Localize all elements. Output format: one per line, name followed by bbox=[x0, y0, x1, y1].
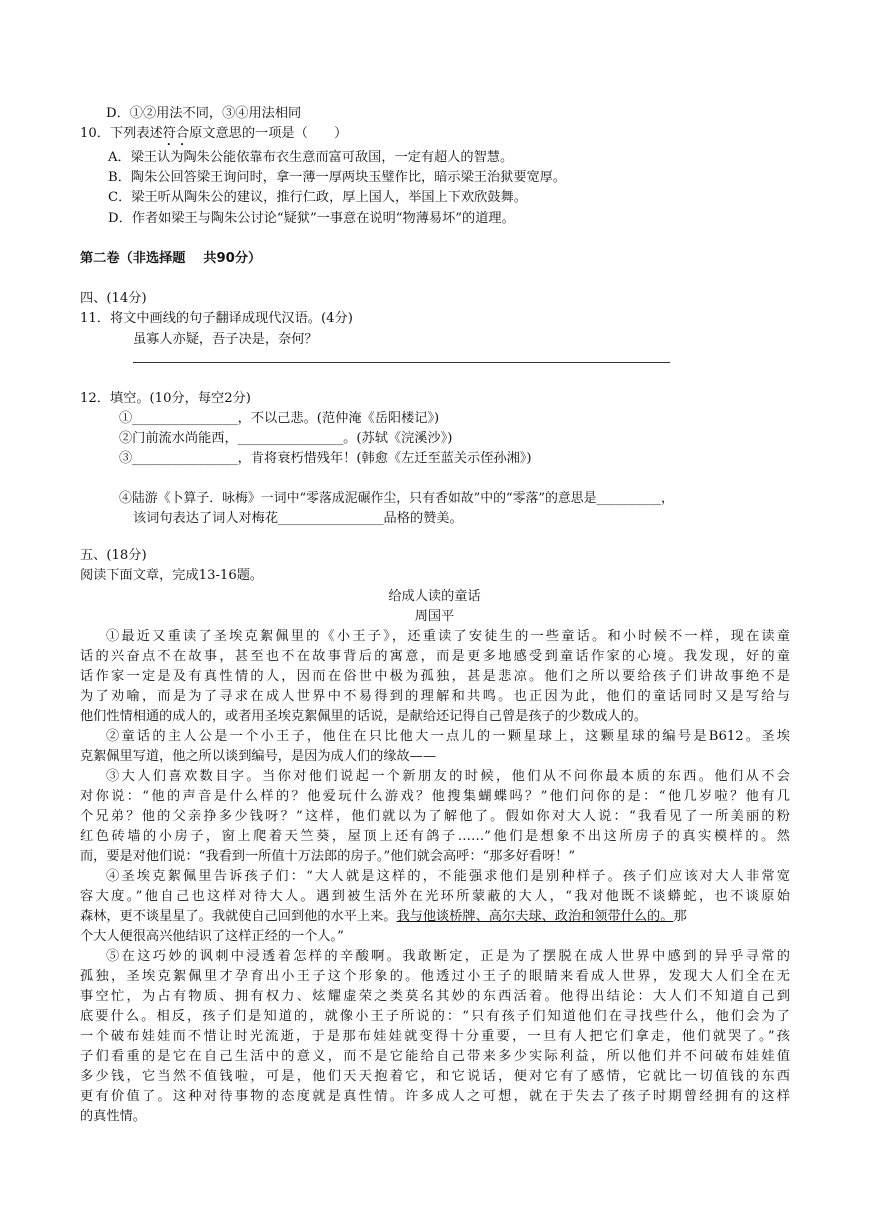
q11-sentence: 虽寡人亦疑，吾子决是，奈何？ bbox=[133, 332, 318, 347]
paragraph-5-line-7: 多少钱，它当然不值钱啦，可是，他们天天抱着它，和它说话，便对它有了感情，它就比一切值钱的东西 bbox=[80, 1069, 790, 1084]
part2-title: 第二卷（非选择题 共90分） bbox=[80, 251, 262, 266]
paragraph-1-line-2: 话的兴奋点不在故事，甚至也不在故事背后的寓意，而是更多地感受到童话作家的心境。我发现，好的童 bbox=[80, 649, 790, 664]
paragraph-3-line-5: 而，要是对他们说：“我看到一所值十万法郎的房子。”他们就会高呼：“那多好看呀！” bbox=[80, 849, 576, 864]
paragraph-3-line-2: 对你说：“他的声音是什么样的？他爱玩什么游戏？他搜集蝴蝶吗？”他们问你的是：“他几岁啦？他有几 bbox=[80, 789, 790, 804]
q11-answer-line[interactable] bbox=[133, 362, 670, 363]
section5-header: 五、(18分) bbox=[80, 548, 147, 563]
underlined-sentence: 我与他谈桥牌、高尔夫球、政治和领带什么的。 bbox=[396, 909, 674, 924]
section5-instruction: 阅读下面文章，完成13-16题。 bbox=[80, 568, 264, 583]
paragraph-4-line-3-tail: 那 bbox=[673, 909, 687, 924]
paragraph-2-line-2: 克絮佩里写道，他之所以谈到编号，是因为成人们的缘故—— bbox=[80, 749, 437, 764]
article-title: 给成人读的童话 bbox=[388, 589, 481, 604]
paragraph-4-line-1: ④圣埃克絮佩里告诉孩子们：“大人就是这样的，不能强求他们是别种样子。孩子们应该对大人非常宽 bbox=[106, 869, 790, 884]
q10-option-a: A．梁王认为陶朱公能依靠布衣生意而富可敌国，一定有超人的智慧。 bbox=[108, 150, 514, 165]
paragraph-5-line-1: ⑤在这巧妙的讽刺中浸透着怎样的辛酸啊。我敢断定，正是为了摆脱在成人世界中感到的异乎寻常的 bbox=[106, 949, 790, 964]
q12-blank-4-line-2: 该词句表达了词人对梅花________________品格的赞美。 bbox=[133, 511, 463, 526]
section4-header: 四、(14分) bbox=[80, 291, 147, 306]
paragraph-5-line-6: 子们看重的是它在自己生活中的意义，而不是它能给自己带来多少实际利益，所以他们并不问破布娃娃值 bbox=[80, 1049, 790, 1064]
paragraph-1-line-5: 他们性情相通的成人的，或者用圣埃克絮佩里的话说，是献给还记得自己曾是孩子的少数成人的。 bbox=[80, 709, 648, 724]
paragraph-5-line-5: 一个破布娃娃而不惜让时光流逝，于是那布娃娃就变得十分重要，一旦有人把它们拿走，他们就哭了。”孩 bbox=[80, 1029, 790, 1044]
q10-stem-suffix: 原文意思的一项是（ ） bbox=[189, 126, 348, 141]
paragraph-4-line-3 bbox=[80, 907, 687, 927]
q10-option-d: D．作者如梁王与陶朱公讨论“疑狱”一事意在说明“物薄易坏”的道理。 bbox=[108, 211, 515, 226]
paragraph-2-line-1: ②童话的主人公是一个小王子，他住在只比他大一点儿的一颗星球上，这颗星球的编号是B612。圣埃 bbox=[106, 729, 790, 744]
q12-stem: 12．填空。(10分，每空2分) bbox=[80, 391, 251, 406]
q12-blank-2: ②门前流水尚能西，________________。(苏轼《浣溪沙》) bbox=[119, 431, 453, 446]
q10-option-b: B．陶朱公回答梁王询问时，拿一薄一厚两块玉璧作比，暗示梁王治狱要宽厚。 bbox=[108, 170, 567, 185]
paragraph-4-line-3-text: 森林，更不谈星星了。我就使自己回到他的水平上来。 bbox=[80, 909, 397, 924]
q12-blank-3: ③________________，肯将衰朽惜残年！(韩愈《左迁至蓝关示侄孙湘》) bbox=[119, 451, 532, 466]
paragraph-3-line-1: ③大人们喜欢数目字。当你对他们说起一个新朋友的时候，他们从不问你最本质的东西。他们从不会 bbox=[106, 769, 790, 784]
paragraph-5-line-8: 更有价值了。这种对待事物的态度就是真性情。许多成人之可想，就在于失去了孩子时期曾经拥有的这样 bbox=[80, 1089, 790, 1104]
paragraph-5-line-4: 底要什么。相反，孩子们是知道的，就像小王子所说的：“只有孩子们知道他们在寻找些什么，他们会为了 bbox=[80, 1009, 790, 1024]
q12-blank-4-line-1: ④陆游《卜算子．咏梅》一词中“零落成泥碾作尘，只有香如故”中的“零落”的意思是__________， bbox=[119, 491, 674, 506]
q12-blank-1: ①________________，不以己悲。(范仲淹《岳阳楼记》) bbox=[119, 411, 440, 426]
paragraph-5-line-9: 的真性情。 bbox=[80, 1109, 146, 1124]
q11-stem: 11．将文中画线的句子翻译成现代汉语。(4分) bbox=[80, 311, 353, 326]
q10-stem bbox=[80, 124, 347, 149]
paragraph-3-line-3: 个兄弟？他的父亲挣多少钱呀？”这样，他们就以为了解他了。假如你对大人说：“我看见了一所美丽的粉 bbox=[80, 809, 790, 824]
q10-option-c: C．梁王听从陶朱公的建议，推行仁政，厚上国人，举国上下欢欣鼓舞。 bbox=[108, 190, 527, 205]
article-author: 周国平 bbox=[414, 609, 455, 624]
q9-option-d: D．①②用法不同，③④用法相同 bbox=[106, 106, 302, 121]
paragraph-4-line-4: 个大人便很高兴他结识了这样正经的一个人。” bbox=[80, 929, 344, 944]
paragraph-3-line-4: 红色砖墙的小房子，窗上爬着天竺葵，屋顶上还有鸽子……”他们是想象不出这所房子的真实模样的。然 bbox=[80, 829, 790, 844]
paragraph-4-line-2: 容大度。”他自己也这样对待大人。遇到被生活外在光环所蒙蔽的大人，“我对他既不谈蟒蛇，也不谈原始 bbox=[80, 889, 790, 904]
paragraph-1-line-4: 为了劝喻，而是为了寻求在成人世界中不易得到的理解和共鸣。也正因为此，他们的童话同时又是写给与 bbox=[80, 689, 790, 704]
q10-stem-emphasis: 符合 bbox=[162, 126, 190, 141]
paragraph-5-line-2: 孤独，圣埃克絮佩里才孕育出小王子这个形象的。他透过小王子的眼睛来看成人世界，发现大人们全在无 bbox=[80, 969, 790, 984]
paragraph-1-line-3: 话作家一定是及有真性情的人，因而在俗世中极为孤独，甚是悲凉。他们之所以要给孩子们讲故事绝不是 bbox=[80, 669, 790, 684]
paragraph-5-line-3: 事空忙，为占有物质、拥有权力、炫耀虚荣之类莫名其妙的东西活着。他得出结论：大人们不知道自己到 bbox=[80, 989, 790, 1004]
paragraph-1-line-1: ①最近又重读了圣埃克絮佩里的《小王子》，还重读了安徒生的一些童话。和小时候不一样，现在读童 bbox=[106, 629, 790, 644]
q10-stem-prefix: 10．下列表述 bbox=[80, 126, 163, 141]
